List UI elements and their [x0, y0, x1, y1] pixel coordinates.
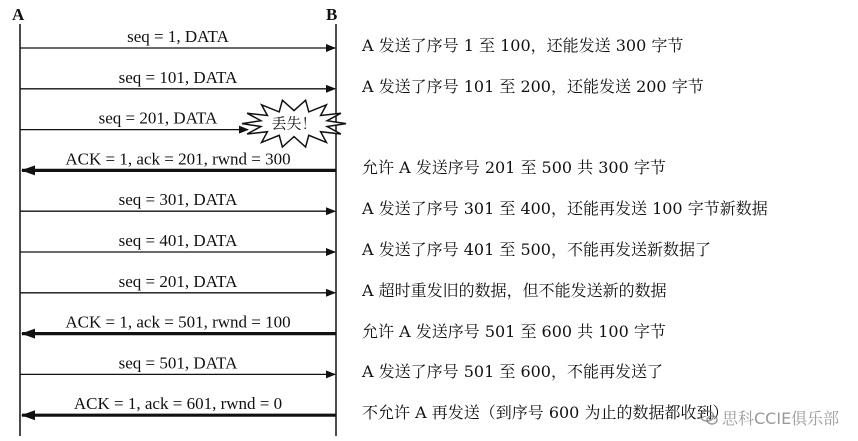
watermark-text: 思科CCIE俱乐部 — [722, 409, 840, 428]
wechat-icon — [700, 410, 718, 426]
message-description: A 发送了序号 301 至 400，还能再发送 100 字节新数据 — [362, 199, 768, 219]
message-label: seq = 1, DATA — [127, 27, 229, 46]
endpoint-b-label: B — [326, 5, 338, 24]
message-5 — [20, 190, 335, 211]
lost-burst — [242, 100, 346, 147]
message-label: seq = 101, DATA — [118, 67, 238, 87]
message-10 — [22, 394, 336, 415]
message-2 — [20, 68, 335, 89]
message-label: seq = 501, DATA — [118, 353, 238, 373]
message-label: seq = 401, DATA — [118, 231, 238, 250]
message-label: seq = 201, DATA — [98, 108, 218, 128]
lost-label: 丢失！ — [271, 114, 317, 133]
message-description: A 发送了序号 401 至 500，不能再发送新数据了 — [362, 240, 711, 259]
message-label: ACK = 1, ack = 601, rwnd = 0 — [73, 394, 283, 414]
message-label: ACK = 1, ack = 201, rwnd = 300 — [65, 149, 291, 169]
message-4 — [22, 149, 336, 170]
message-8 — [22, 313, 336, 334]
message-9 — [20, 353, 335, 374]
watermark — [700, 406, 839, 429]
message-description: 允许 A 发送序号 201 至 500 共 300 字节 — [362, 158, 666, 178]
message-6 — [20, 231, 335, 252]
message-label: seq = 201, DATA — [118, 271, 238, 291]
message-1 — [20, 27, 335, 48]
message-3 — [20, 100, 346, 147]
message-label: seq = 301, DATA — [118, 190, 238, 210]
message-description: A 发送了序号 501 至 600，不能再发送了 — [362, 362, 663, 382]
message-label: ACK = 1, ack = 501, rwnd = 100 — [65, 312, 291, 332]
message-description: A 超时重发旧的数据，但不能发送新的数据 — [362, 280, 667, 300]
message-description: A 发送了序号 1 至 100，还能发送 300 字节 — [362, 36, 684, 55]
message-description: A 发送了序号 101 至 200，还能发送 200 字节 — [362, 76, 704, 96]
message-description: 允许 A 发送序号 501 至 600 共 100 字节 — [362, 321, 666, 341]
message-description: 不允许 A 再发送（到序号 600 为止的数据都收到） — [362, 403, 729, 423]
endpoint-a-label: A — [12, 5, 25, 24]
message-7 — [20, 272, 335, 293]
